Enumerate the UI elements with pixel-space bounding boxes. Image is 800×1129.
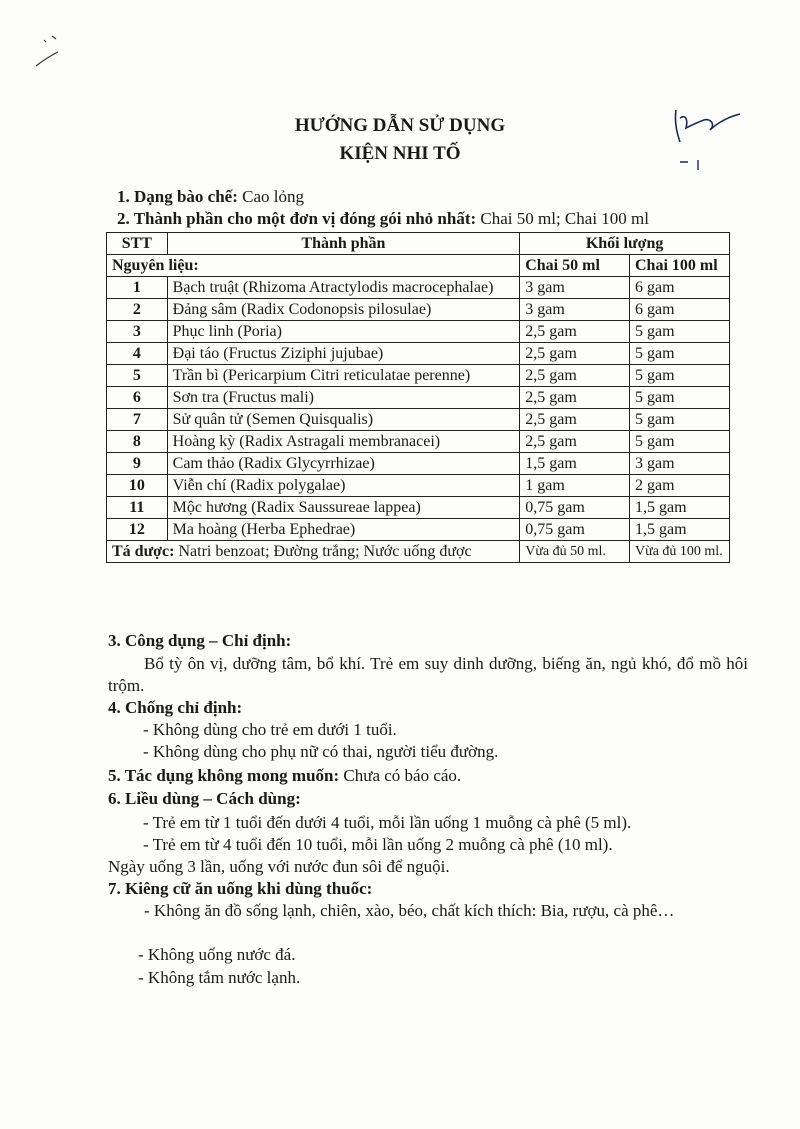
section-6-note: Ngày uống 3 lần, uống với nước đun sôi để nguội. <box>108 857 450 876</box>
section-5-heading: 5. Tác dụng không mong muốn: <box>108 766 340 785</box>
section-7-item-1: - Không ăn đồ sống lạnh, chiên, xào, béo, chất kích thích: Bia, rượu, cà phê… <box>144 901 675 920</box>
row-amount-100ml: 3 gam <box>630 453 730 475</box>
section-4-heading <box>108 697 242 718</box>
row-amount-50ml: 1 gam <box>520 475 630 497</box>
row-stt: 12 <box>107 519 168 541</box>
row-amount-50ml: 0,75 gam <box>520 497 630 519</box>
row-ingredient: Mộc hương (Radix Saussureae lappea) <box>167 497 520 519</box>
row-stt: 4 <box>107 343 168 365</box>
table-row <box>107 453 730 475</box>
row-ingredient: Đảng sâm (Radix Codonopsis pilosulae) <box>167 299 520 321</box>
row-stt: 2 <box>107 299 168 321</box>
row-amount-50ml: 2,5 gam <box>520 409 630 431</box>
row-amount-50ml: 2,5 gam <box>520 387 630 409</box>
row-ingredient: Trần bì (Pericarpium Citri reticulatae perenne) <box>167 365 520 387</box>
excipient-100ml: Vừa đủ 100 ml. <box>630 541 730 563</box>
row-stt: 1 <box>107 277 168 299</box>
row-amount-100ml: 5 gam <box>630 321 730 343</box>
section-6-heading <box>108 788 301 809</box>
header-weight: Khối lượng <box>520 233 730 255</box>
row-amount-100ml: 2 gam <box>630 475 730 497</box>
row-stt: 3 <box>107 321 168 343</box>
row-ingredient: Viễn chí (Radix polygalae) <box>167 475 520 497</box>
row-amount-100ml: 5 gam <box>630 431 730 453</box>
section-6-heading-text: 6. Liều dùng – Cách dùng: <box>108 789 301 808</box>
section-6-item-1: - Trẻ em từ 1 tuổi đến dưới 4 tuổi, mỗi lần uống 1 muỗng cà phê (5 ml). <box>143 813 632 832</box>
section-7-item-3: - Không tắm nước lạnh. <box>138 968 301 987</box>
section-composition <box>117 208 649 229</box>
row-amount-50ml: 3 gam <box>520 277 630 299</box>
ingredient-rows <box>107 277 730 541</box>
row-ingredient: Hoàng kỳ (Radix Astragali membranacei) <box>167 431 520 453</box>
row-stt: 6 <box>107 387 168 409</box>
row-amount-100ml: 5 gam <box>630 387 730 409</box>
row-ingredient: Sử quân tử (Semen Quisqualis) <box>167 409 520 431</box>
excipient-cell <box>107 541 520 563</box>
row-amount-100ml: 6 gam <box>630 299 730 321</box>
row-ingredient: Ma hoàng (Herba Ephedrae) <box>167 519 520 541</box>
row-amount-50ml: 2,5 gam <box>520 343 630 365</box>
document-title <box>0 112 800 168</box>
row-stt: 11 <box>107 497 168 519</box>
table-row <box>107 431 730 453</box>
row-stt: 9 <box>107 453 168 475</box>
header-100ml: Chai 100 ml <box>630 255 730 277</box>
row-amount-50ml: 2,5 gam <box>520 365 630 387</box>
row-stt: 7 <box>107 409 168 431</box>
title-line-1: HƯỚNG DẪN SỬ DỤNG <box>294 115 506 136</box>
row-amount-50ml: 2,5 gam <box>520 321 630 343</box>
table-row <box>107 387 730 409</box>
scan-mark <box>30 28 70 78</box>
row-stt: 5 <box>107 365 168 387</box>
row-amount-100ml: 1,5 gam <box>630 519 730 541</box>
section-4-item-2: - Không dùng cho phụ nữ có thai, người tiểu đường. <box>143 742 499 761</box>
section-7-item-2: - Không uống nước đá. <box>138 945 296 964</box>
excipient-label: Tá dược: <box>112 543 175 560</box>
row-stt: 10 <box>107 475 168 497</box>
section-4-heading-text: 4. Chống chỉ định: <box>108 698 243 717</box>
table-row <box>107 365 730 387</box>
table-row <box>107 409 730 431</box>
section-3-heading <box>108 630 291 651</box>
row-ingredient: Phục linh (Poria) <box>167 321 520 343</box>
header-50ml: Chai 50 ml <box>520 255 630 277</box>
section-4-item-1: - Không dùng cho trẻ em dưới 1 tuổi. <box>143 720 397 739</box>
table-header-row <box>107 233 730 255</box>
row-amount-50ml: 2,5 gam <box>520 431 630 453</box>
row-amount-50ml: 0,75 gam <box>520 519 630 541</box>
table-row <box>107 497 730 519</box>
excipient-value: Natri benzoat; Đường trắng; Nước uống được <box>174 543 472 560</box>
row-ingredient: Đại táo (Fructus Ziziphi jujubae) <box>167 343 520 365</box>
row-ingredient: Bạch truật (Rhizoma Atractylodis macrocephalae) <box>167 277 520 299</box>
table-row <box>107 277 730 299</box>
section-dosage-form <box>117 186 304 207</box>
composition-table <box>106 232 730 563</box>
row-amount-100ml: 1,5 gam <box>630 497 730 519</box>
excipient-50ml: Vừa đủ 50 ml. <box>520 541 630 563</box>
table-row <box>107 299 730 321</box>
table-row <box>107 343 730 365</box>
row-amount-100ml: 5 gam <box>630 365 730 387</box>
section-3-heading-text: 3. Công dụng – Chỉ định: <box>108 631 292 650</box>
row-amount-100ml: 5 gam <box>630 409 730 431</box>
row-ingredient: Cam thảo (Radix Glycyrrhizae) <box>167 453 520 475</box>
table-subheader-row <box>107 255 730 277</box>
row-ingredient: Sơn tra (Fructus mali) <box>167 387 520 409</box>
row-amount-50ml: 3 gam <box>520 299 630 321</box>
section-5-value: Chưa có báo cáo. <box>339 766 462 785</box>
header-ingredient: Thành phần <box>167 233 520 255</box>
table-row <box>107 519 730 541</box>
table-row <box>107 475 730 497</box>
section-2-value: Chai 50 ml; Chai 100 ml <box>476 209 649 228</box>
section-7-heading <box>108 878 372 899</box>
section-6-item-2: - Trẻ em từ 4 tuổi đến 10 tuổi, mỗi lần uống 2 muỗng cà phê (10 ml). <box>143 835 613 854</box>
section-3-text: Bổ tỳ ôn vị, dưỡng tâm, bổ khí. Trẻ em suy dinh dưỡng, biếng ăn, ngủ khó, đổ mồ hôi trộm. <box>108 654 748 695</box>
section-5 <box>108 765 461 786</box>
raw-material-label: Nguyên liệu: <box>107 255 520 277</box>
section-1-heading: 1. Dạng bào chế: <box>117 187 238 206</box>
excipient-row <box>107 541 730 563</box>
title-line-2: KIỆN NHI TỐ <box>339 143 461 164</box>
section-1-value: Cao lỏng <box>237 187 305 206</box>
row-stt: 8 <box>107 431 168 453</box>
row-amount-50ml: 1,5 gam <box>520 453 630 475</box>
section-7-heading-text: 7. Kiêng cữ ăn uống khi dùng thuốc: <box>108 879 373 898</box>
row-amount-100ml: 5 gam <box>630 343 730 365</box>
table-row <box>107 321 730 343</box>
header-stt: STT <box>107 233 168 255</box>
section-2-heading: 2. Thành phần cho một đơn vị đóng gói nhỏ nhất: <box>117 209 477 228</box>
row-amount-100ml: 6 gam <box>630 277 730 299</box>
